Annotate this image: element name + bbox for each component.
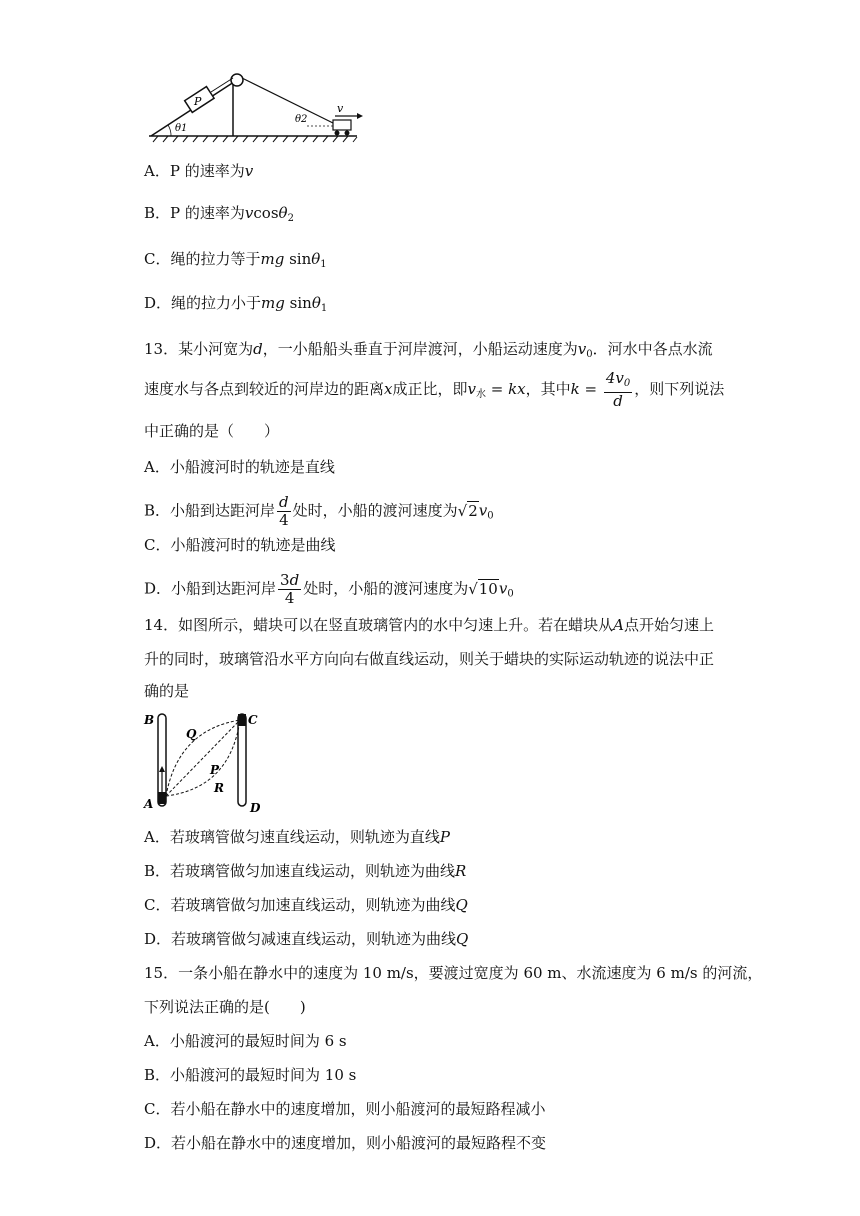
velocity-label: v bbox=[337, 102, 344, 115]
q12-option-c[interactable]: C．绳的拉力等于mg sinθ$_1$ bbox=[144, 250, 327, 270]
fig-label-r: R bbox=[214, 781, 224, 795]
fig-label-d: D bbox=[250, 801, 261, 815]
fig-label-b: B bbox=[144, 713, 155, 727]
q12-option-d[interactable]: D．绳的拉力小于mg sinθ$_1$ bbox=[144, 294, 328, 314]
theta1-label: θ1 bbox=[175, 123, 188, 134]
q15-option-d[interactable]: D．若小船在静水中的速度增加，则小船渡河的最短路程不变 bbox=[144, 1134, 547, 1152]
block-p-label: P bbox=[194, 95, 202, 108]
q12-option-b[interactable]: B．P 的速率为vcosθ$_2$ bbox=[144, 204, 294, 224]
fig-label-c: C bbox=[248, 713, 258, 727]
theta2-label: θ2 bbox=[295, 114, 308, 125]
q13-option-a[interactable]: A．小船渡河时的轨迹是直线 bbox=[144, 458, 335, 476]
q15-option-b[interactable]: B．小船渡河的最短时间为 10 s bbox=[144, 1066, 357, 1084]
q12-option-a[interactable]: A．P 的速率为v bbox=[144, 162, 254, 180]
q14-option-c[interactable]: C．若玻璃管做匀加速直线运动，则轨迹为曲线Q bbox=[144, 896, 468, 914]
q14-option-a[interactable]: A．若玻璃管做匀速直线运动，则轨迹为直线P bbox=[144, 828, 450, 846]
q15-stem-line2: 下列说法正确的是( ) bbox=[144, 998, 306, 1016]
q14-option-d[interactable]: D．若玻璃管做匀减速直线运动，则轨迹为曲线Q bbox=[144, 930, 469, 948]
q14-stem-line3: 确的是 bbox=[144, 682, 190, 700]
fig-label-q: Q bbox=[186, 727, 197, 741]
q14-stem-line1: 14．如图所示，蜡块可以在竖直玻璃管内的水中匀速上升。若在蜡块从A点开始匀速上 bbox=[144, 616, 714, 634]
q13-option-d[interactable]: D．小船到达距河岸 $\frac{3d}{4}$ 处时，小船的渡河速度为$√10v_0$ bbox=[144, 571, 514, 607]
q14-option-b[interactable]: B．若玻璃管做匀加速直线运动，则轨迹为曲线R bbox=[144, 862, 467, 880]
q13-stem-line2: 速度水与各点到较近的河岸边的距离x成正比，即$v_水$ = kx，其中k = $\frac{4v_0}{d}$ ，则下列说法 bbox=[144, 369, 725, 410]
q13-stem-line1: 13．某小河宽为d，一小船船头垂直于河岸渡河，小船运动速度为$v_0$．河水中各点水流 bbox=[144, 340, 713, 360]
fig-label-a: A bbox=[144, 797, 154, 811]
q13-option-c[interactable]: C．小船渡河时的轨迹是曲线 bbox=[144, 536, 336, 554]
q13-option-b[interactable]: B．小船到达距河岸 $\frac{d}{4}$ 处时，小船的渡河速度为$√2v_0$ bbox=[144, 493, 494, 529]
pulley-incline-figure bbox=[145, 70, 365, 144]
q15-option-c[interactable]: C．若小船在静水中的速度增加，则小船渡河的最短路程减小 bbox=[144, 1100, 546, 1118]
q13-stem-line3: 中正确的是（ ） bbox=[144, 422, 280, 440]
q15-stem-line1: 15．一条小船在静水中的速度为 10 m/s，要渡过宽度为 60 m、水流速度为 6 m/s 的河流， bbox=[144, 964, 763, 982]
q14-stem-line2: 升的同时，玻璃管沿水平方向向右做直线运动，则关于蜡块的实际运动轨迹的说法中正 bbox=[144, 650, 715, 668]
q15-option-a[interactable]: A．小船渡河的最短时间为 6 s bbox=[144, 1032, 347, 1050]
fig-label-p: P bbox=[210, 763, 220, 777]
glass-tube-figure bbox=[140, 708, 270, 816]
